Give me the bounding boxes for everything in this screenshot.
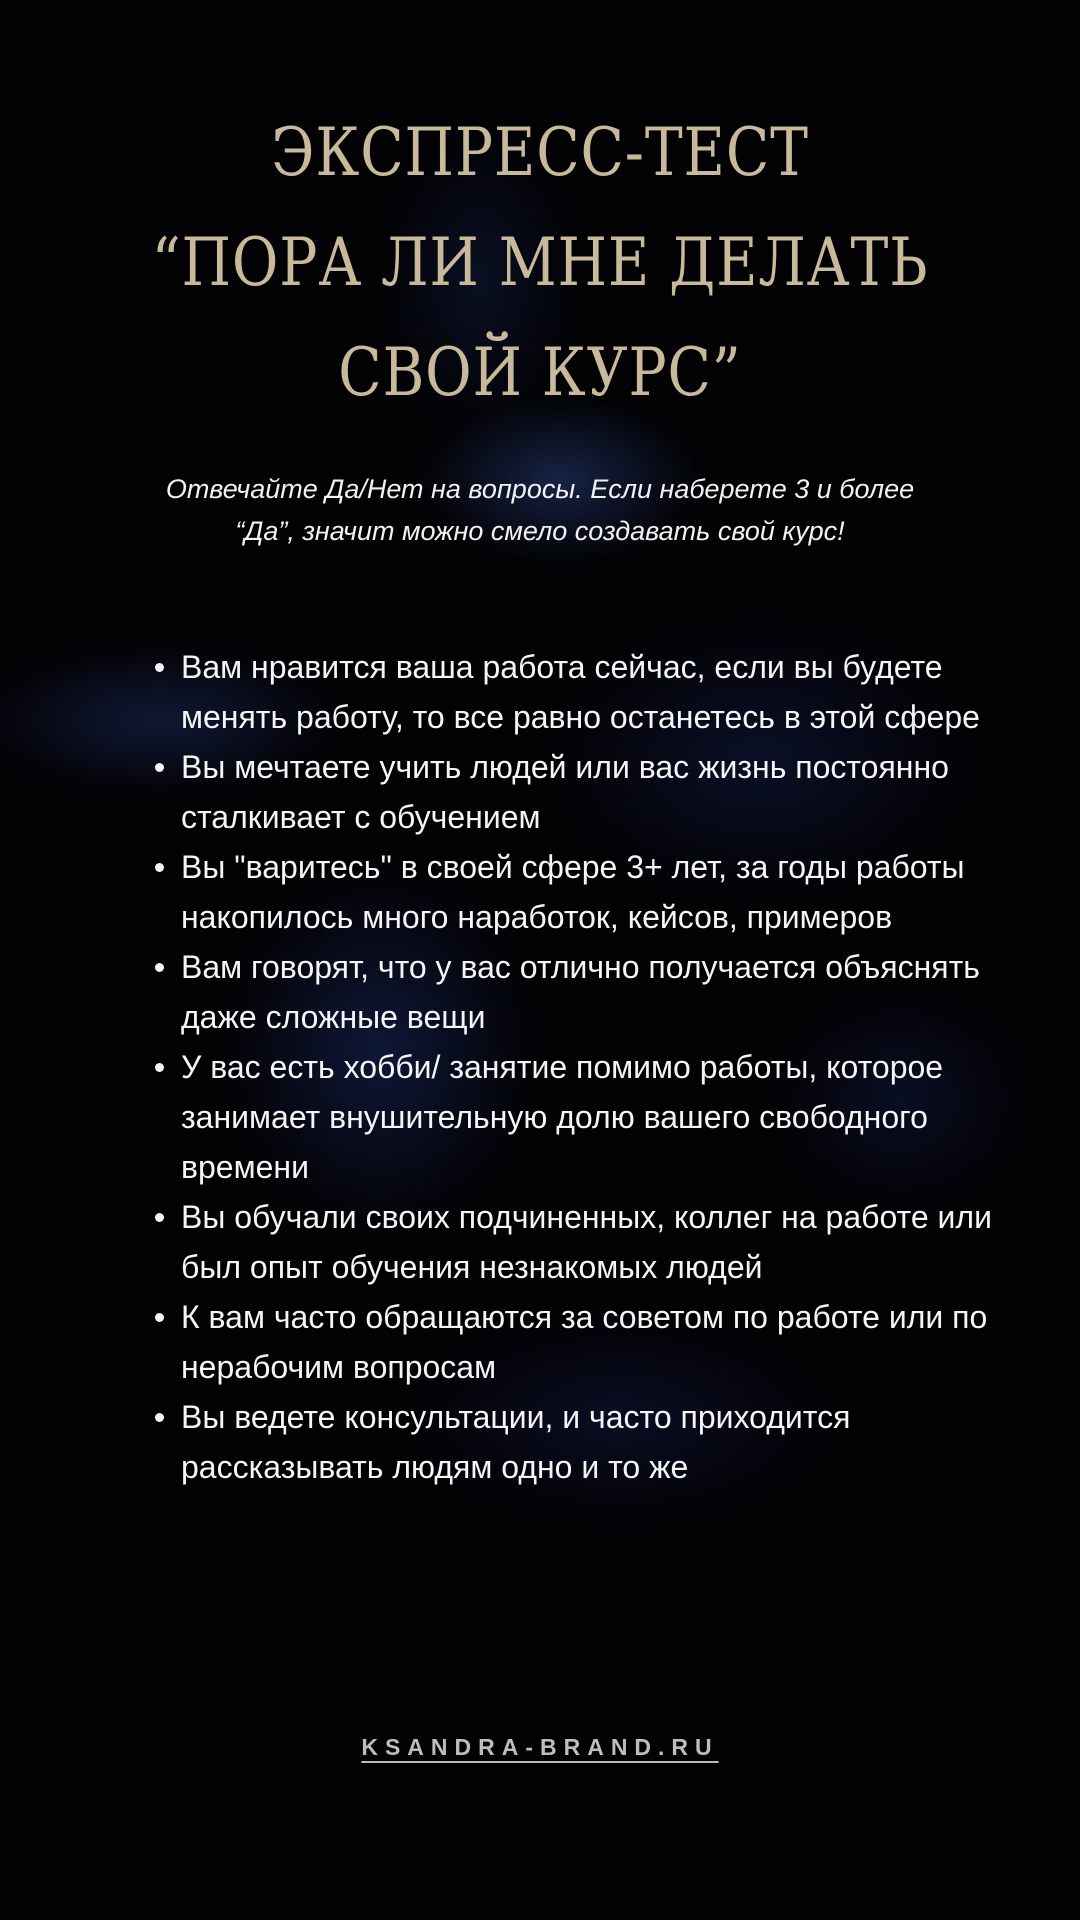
list-item (181, 642, 1021, 742)
list-item (181, 1042, 1021, 1192)
bullet-icon (155, 1313, 164, 1322)
question-text: Вы мечтаете учить людей или вас жизнь постоянно сталкивает с обучением (181, 749, 949, 835)
title-line-3: СВОЙ КУРС” (338, 334, 742, 411)
question-text: Вы "варитесь" в своей сфере 3+ лет, за годы работы накопилось много наработок, кейсов, примеров (181, 849, 965, 935)
website-link[interactable]: KSANDRA-BRAND.RU (361, 1734, 719, 1760)
list-item (181, 1392, 1021, 1492)
page-title (76, 98, 1005, 428)
question-text: К вам часто обращаются за советом по работе или по нерабочим вопросам (181, 1299, 988, 1385)
bullet-icon (155, 863, 164, 872)
footer (0, 1734, 1080, 1761)
instructions-line-1: Отвечайте Да/Нет на вопросы. Если наберете 3 и более (165, 474, 915, 504)
title-line-2: “ПОРА ЛИ МНЕ ДЕЛАТЬ (151, 224, 929, 301)
list-item (181, 942, 1021, 1042)
instructions-line-2: “Да”, значит можно смело создавать свой курс! (235, 516, 845, 546)
instructions (0, 468, 1080, 552)
list-item (181, 1192, 1021, 1292)
list-item (181, 742, 1021, 842)
title-line-1: ЭКСПРЕСС-ТЕСТ (271, 114, 809, 191)
question-text: Вам говорят, что у вас отлично получается объяснять даже сложные вещи (181, 949, 980, 1035)
question-text: Вам нравится ваша работа сейчас, если вы будете менять работу, то все равно останетесь в этой сфере (181, 649, 980, 735)
question-text: Вы ведете консультации, и часто приходится рассказывать людям одно и то же (181, 1399, 851, 1485)
bullet-icon (155, 1063, 164, 1072)
bullet-icon (155, 663, 164, 672)
question-text: У вас есть хобби/ занятие помимо работы, которое занимает внушительную долю вашего свободного времени (181, 1049, 944, 1185)
bullet-icon (155, 763, 164, 772)
bullet-icon (155, 1413, 164, 1422)
list-item (181, 1292, 1021, 1392)
list-item (181, 842, 1021, 942)
question-text: Вы обучали своих подчиненных, коллег на работе или был опыт обучения незнакомых людей (181, 1199, 992, 1285)
bullet-icon (155, 1213, 164, 1222)
bullet-icon (155, 963, 164, 972)
question-list (181, 642, 1021, 1492)
